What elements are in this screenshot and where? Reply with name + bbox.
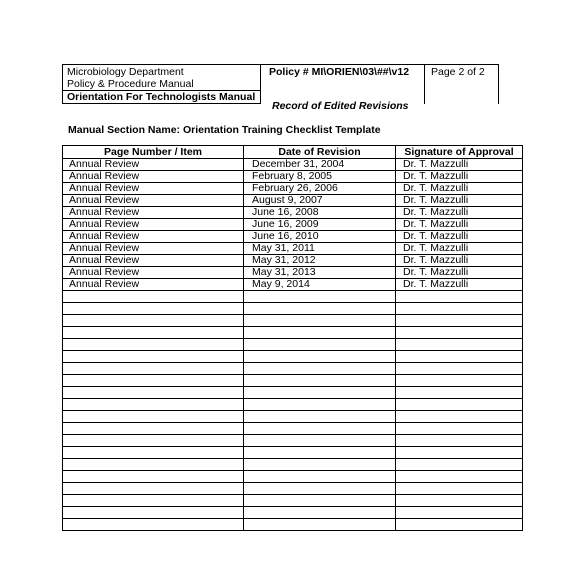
empty-cell	[396, 471, 523, 483]
table-row-empty	[63, 315, 523, 327]
empty-cell	[396, 495, 523, 507]
table-row	[63, 231, 523, 243]
table-row	[63, 159, 523, 171]
row-date-cell: February 8, 2005	[244, 171, 396, 183]
table-row-empty	[63, 519, 523, 531]
table-row	[63, 207, 523, 219]
empty-cell	[63, 291, 244, 303]
row-signature-cell: Dr. T. Mazzulli	[396, 255, 523, 267]
empty-cell	[396, 447, 523, 459]
row-date-cell: May 9, 2014	[244, 279, 396, 291]
row-item-cell: Annual Review	[63, 231, 244, 243]
department-cell	[63, 65, 261, 91]
empty-cell	[63, 435, 244, 447]
empty-cell	[244, 483, 396, 495]
row-signature-cell: Dr. T. Mazzulli	[396, 279, 523, 291]
row-signature-cell: Dr. T. Mazzulli	[396, 243, 523, 255]
page-indicator: Page 2 of 2	[425, 65, 499, 104]
row-signature-cell: Dr. T. Mazzulli	[396, 219, 523, 231]
empty-cell	[396, 327, 523, 339]
empty-cell	[396, 339, 523, 351]
empty-cell	[396, 387, 523, 399]
row-item-cell: Annual Review	[63, 219, 244, 231]
row-date-cell: May 31, 2012	[244, 255, 396, 267]
table-row-empty	[63, 399, 523, 411]
empty-cell	[63, 327, 244, 339]
table-header-row	[63, 146, 523, 159]
empty-cell	[244, 435, 396, 447]
table-row-empty	[63, 495, 523, 507]
table-row	[63, 267, 523, 279]
section-name: Manual Section Name: Orientation Training Checklist Template	[68, 124, 381, 136]
empty-cell	[63, 303, 244, 315]
empty-cell	[396, 363, 523, 375]
empty-cell	[63, 315, 244, 327]
empty-cell	[244, 387, 396, 399]
empty-cell	[396, 375, 523, 387]
empty-cell	[396, 303, 523, 315]
empty-cell	[244, 447, 396, 459]
table-row-empty	[63, 387, 523, 399]
department-name: Microbiology Department	[67, 66, 184, 78]
table-row-empty	[63, 423, 523, 435]
row-signature-cell: Dr. T. Mazzulli	[396, 183, 523, 195]
empty-cell	[63, 471, 244, 483]
table-row	[63, 279, 523, 291]
table-row-empty	[63, 459, 523, 471]
table-row	[63, 195, 523, 207]
policy-number: Policy # MI\ORIEN\03\##\v12	[261, 65, 425, 104]
empty-cell	[63, 339, 244, 351]
empty-cell	[244, 519, 396, 531]
table-row	[63, 255, 523, 267]
empty-cell	[63, 423, 244, 435]
empty-cell	[63, 351, 244, 363]
row-signature-cell: Dr. T. Mazzulli	[396, 159, 523, 171]
empty-cell	[63, 447, 244, 459]
empty-cell	[244, 375, 396, 387]
row-item-cell: Annual Review	[63, 183, 244, 195]
row-date-cell: June 16, 2008	[244, 207, 396, 219]
row-signature-cell: Dr. T. Mazzulli	[396, 267, 523, 279]
table-row-empty	[63, 291, 523, 303]
table-row-empty	[63, 363, 523, 375]
empty-cell	[396, 291, 523, 303]
empty-cell	[63, 483, 244, 495]
row-signature-cell: Dr. T. Mazzulli	[396, 231, 523, 243]
table-row-empty	[63, 507, 523, 519]
empty-cell	[396, 315, 523, 327]
table-row-empty	[63, 411, 523, 423]
row-item-cell: Annual Review	[63, 195, 244, 207]
table-row	[63, 171, 523, 183]
empty-cell	[63, 375, 244, 387]
row-date-cell: May 31, 2011	[244, 243, 396, 255]
empty-cell	[396, 507, 523, 519]
orientation-manual-title: Orientation For Technologists Manual	[63, 91, 261, 104]
table-row-empty	[63, 375, 523, 387]
row-date-cell: June 16, 2009	[244, 219, 396, 231]
table-row-empty	[63, 483, 523, 495]
row-date-cell: August 9, 2007	[244, 195, 396, 207]
empty-cell	[244, 315, 396, 327]
empty-cell	[244, 411, 396, 423]
row-item-cell: Annual Review	[63, 243, 244, 255]
row-item-cell: Annual Review	[63, 207, 244, 219]
empty-cell	[244, 459, 396, 471]
empty-cell	[63, 519, 244, 531]
empty-cell	[244, 495, 396, 507]
row-signature-cell: Dr. T. Mazzulli	[396, 195, 523, 207]
column-header-signature: Signature of Approval	[396, 146, 523, 159]
row-date-cell: December 31, 2004	[244, 159, 396, 171]
empty-cell	[63, 507, 244, 519]
table-row	[63, 219, 523, 231]
empty-cell	[244, 471, 396, 483]
empty-cell	[244, 399, 396, 411]
empty-cell	[244, 291, 396, 303]
empty-cell	[63, 387, 244, 399]
table-row	[63, 243, 523, 255]
empty-cell	[244, 507, 396, 519]
manual-name: Policy & Procedure Manual	[67, 78, 194, 90]
header-table	[62, 64, 499, 104]
row-item-cell: Annual Review	[63, 171, 244, 183]
table-row-empty	[63, 351, 523, 363]
empty-cell	[63, 399, 244, 411]
revisions-body	[63, 159, 523, 531]
empty-cell	[396, 483, 523, 495]
column-header-date: Date of Revision	[244, 146, 396, 159]
empty-cell	[396, 435, 523, 447]
empty-cell	[63, 363, 244, 375]
empty-cell	[244, 423, 396, 435]
empty-cell	[244, 303, 396, 315]
row-item-cell: Annual Review	[63, 255, 244, 267]
empty-cell	[396, 519, 523, 531]
empty-cell	[396, 411, 523, 423]
empty-cell	[396, 399, 523, 411]
table-row-empty	[63, 447, 523, 459]
row-item-cell: Annual Review	[63, 159, 244, 171]
empty-cell	[396, 351, 523, 363]
empty-cell	[244, 363, 396, 375]
row-signature-cell: Dr. T. Mazzulli	[396, 171, 523, 183]
table-row-empty	[63, 327, 523, 339]
empty-cell	[63, 411, 244, 423]
row-signature-cell: Dr. T. Mazzulli	[396, 207, 523, 219]
table-row	[63, 183, 523, 195]
row-date-cell: June 16, 2010	[244, 231, 396, 243]
empty-cell	[396, 423, 523, 435]
table-row-empty	[63, 435, 523, 447]
column-header-item: Page Number / Item	[63, 146, 244, 159]
empty-cell	[244, 339, 396, 351]
row-date-cell: February 26, 2006	[244, 183, 396, 195]
row-item-cell: Annual Review	[63, 267, 244, 279]
table-row-empty	[63, 303, 523, 315]
row-item-cell: Annual Review	[63, 279, 244, 291]
empty-cell	[396, 459, 523, 471]
empty-cell	[63, 495, 244, 507]
empty-cell	[63, 459, 244, 471]
record-title: Record of Edited Revisions	[272, 100, 409, 112]
empty-cell	[244, 351, 396, 363]
row-date-cell: May 31, 2013	[244, 267, 396, 279]
table-row-empty	[63, 339, 523, 351]
table-row-empty	[63, 471, 523, 483]
empty-cell	[244, 327, 396, 339]
revisions-table	[62, 145, 523, 531]
